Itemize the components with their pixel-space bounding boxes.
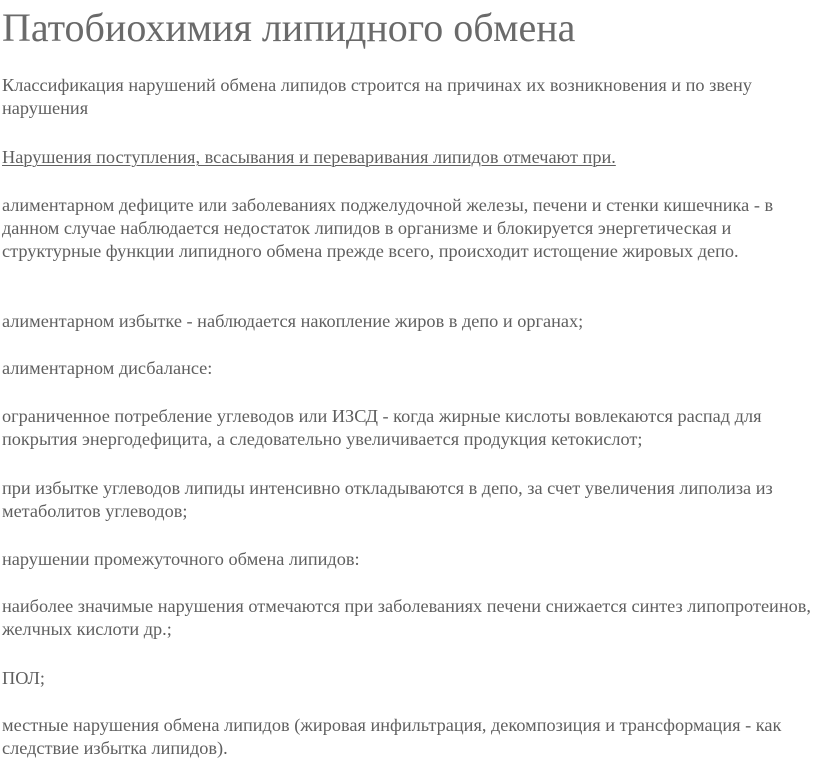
paragraph-intake-disorders-heading: Нарушения поступления, всасывания и переваривания липидов отмечают при. — [2, 147, 616, 167]
paragraph-local-disorders: местные нарушения обмена липидов (жировая инфильтрация, декомпозиция и трансформация - как следствие избытка липидов). — [2, 715, 782, 758]
paragraph-intermediate-metabolism: нарушении промежуточного обмена липидов: — [2, 549, 360, 569]
paragraph-pol: ПОЛ; — [2, 668, 45, 688]
paragraph-alimentary-deficit: алиментарном дефиците или заболеваниях поджелудочной железы, печени и стенки кишечника - в данном случае наблюдается недостаток липидов в организме и блокируется энергетическая и структурные функции липидного обмена прежде всего, происходит истощение жировых депо. — [2, 195, 774, 261]
page-title: Патобиохимия липидного обмена — [2, 5, 576, 50]
paragraph-alimentary-imbalance: алиментарном дисбалансе: — [2, 358, 213, 378]
paragraph-liver-diseases: наиболее значимые нарушения отмечаются при заболеваниях печени снижается синтез липопротеинов, желчных кислоти др.; — [2, 596, 811, 639]
paragraph-classification: Классификация нарушений обмена липидов строится на причинах их возникновения и по звену нарушения — [2, 75, 752, 118]
paragraph-alimentary-excess: алиментарном избытке - наблюдается накопление жиров в депо и органах; — [2, 311, 584, 331]
paragraph-carbohydrate-excess: при избытке углеводов липиды интенсивно откладываются в депо, за счет увеличения липолиза из метаболитов углеводов; — [2, 478, 773, 521]
paragraph-limited-carbohydrates: ограниченное потребление углеводов или ИЗСД - когда жирные кислоты вовлекаются распад для покрытия энергодефицита, а следовательно увеличивается продукция кетокислот; — [2, 406, 762, 449]
